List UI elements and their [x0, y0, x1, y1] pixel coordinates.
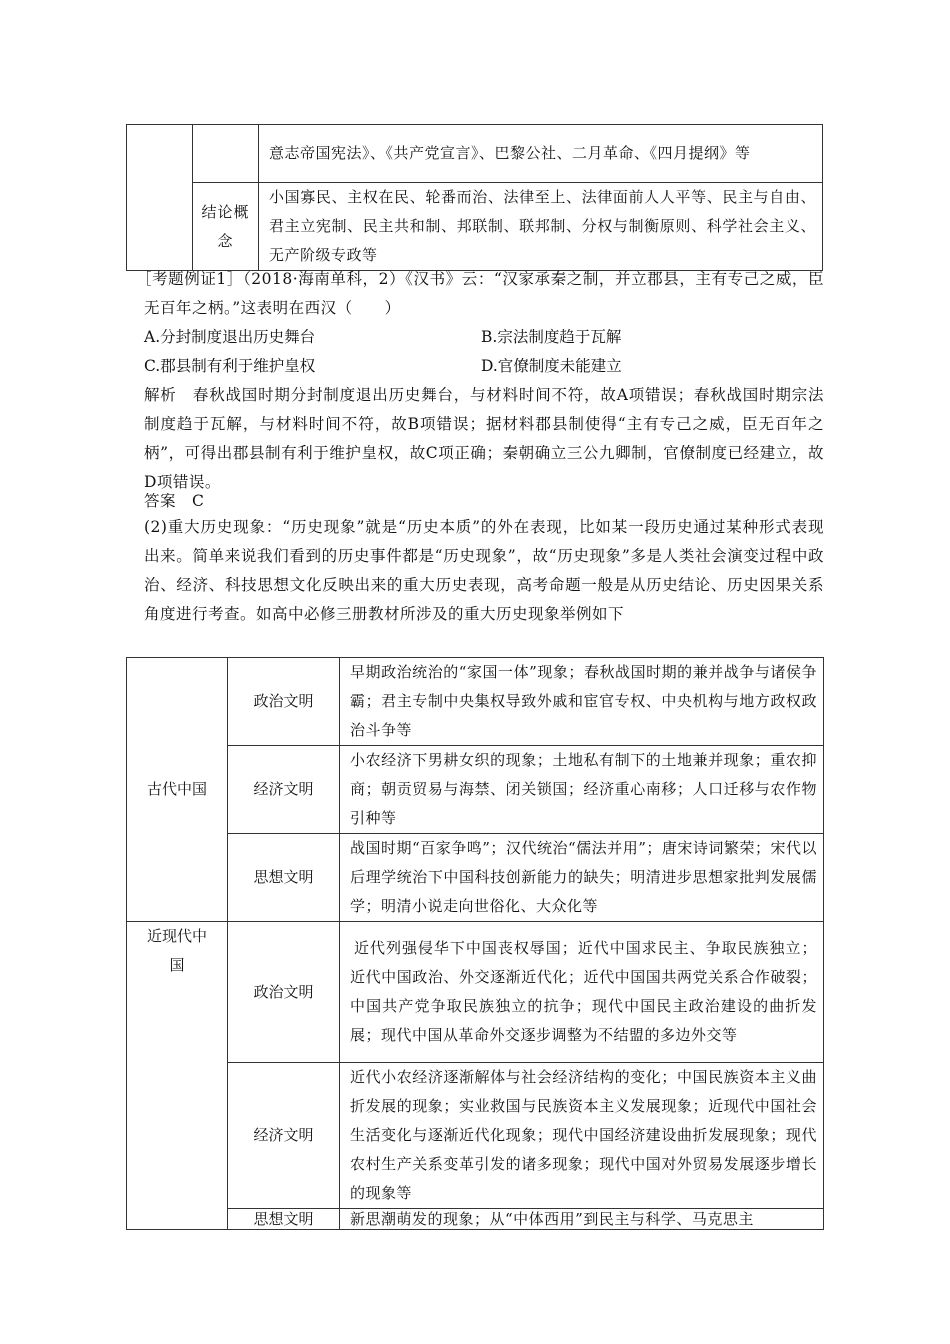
option-d: D.官僚制度未能建立: [481, 357, 622, 375]
table-cell-events: 意志帝国宪法》、《共产党宣言》、巴黎公社、二月革命、《四月提纲》等: [259, 125, 823, 183]
option-a: A.分封制度退出历史舞台: [144, 328, 316, 346]
concepts-table: [126, 124, 823, 271]
phenomena-cell: 近代列强侵华下中国丧权辱国；近代中国求民主、争取民族独立；近代中国政治、外交逐渐近代化；近代中国国共两党关系合作破裂；中国共产党争取民族独立的抗争；现代中国民主政治建设的曲折发展；现代中国从革命外交逐步调整为不结盟的多边外交等: [340, 922, 824, 1063]
category-label: 政治文明: [228, 922, 340, 1063]
answer-text: 答案 C: [144, 492, 205, 510]
table-cell-empty: [127, 125, 193, 271]
category-label: 思想文明: [228, 834, 340, 922]
question-stem: ［考题例证1］（2018·海南单科，2）《汉书》云：“汉家承秦之制，并立郡县，主有专己之威，臣无百年之柄。”这表明在西汉（ ）: [136, 270, 824, 317]
phenomena-cell: 早期政治统治的“家国一体”现象；春秋战国时期的兼并战争与诸侯争霸；君主专制中央集权导致外戚和宦官专权、中央机构与地方政权政治斗争等: [340, 658, 824, 746]
table-cell-empty: [193, 125, 259, 183]
phenomena-cell: 新思潮萌发的现象；从“中体西用”到民主与科学、马克思主: [340, 1209, 824, 1230]
category-label: 经济文明: [228, 1063, 340, 1209]
section-2: [144, 513, 824, 629]
example-question: [136, 265, 824, 323]
phenomena-cell: 近代小农经济逐渐解体与社会经济结构的变化；中国民族资本主义曲折发展的现象；实业救国与民族资本主义发展现象；近现代中国社会生活变化与逐渐近代化现象；现代中国经济建设曲折发展现象；现代农村生产关系变革引发的诸多现象；现代中国对外贸易发展逐步增长的现象等: [340, 1063, 824, 1209]
phenomena-cell: 小农经济下男耕女织的现象；土地私有制下的土地兼并现象；重农抑商；朝贡贸易与海禁、闭关锁国；经济重心南移；人口迁移与农作物引种等: [340, 746, 824, 834]
options-row-2: [144, 352, 824, 381]
table-label-conclusion-concept: 结论概念: [193, 183, 259, 271]
era-modern-china: 近现代中国: [127, 922, 228, 1230]
category-label: 经济文明: [228, 746, 340, 834]
era-ancient-china: 古代中国: [127, 658, 228, 922]
phenomena-cell: 战国时期“百家争鸣”；汉代统治“儒法并用”；唐宋诗词繁荣；宋代以后理学统治下中国科技创新能力的缺失；明清进步思想家批判发展儒学；明清小说走向世俗化、大众化等: [340, 834, 824, 922]
option-b: B.宗法制度趋于瓦解: [481, 328, 622, 346]
table-cell-concepts: 小国寡民、主权在民、轮番而治、法律至上、法律面前人人平等、民主与自由、君主立宪制、民主共和制、邦联制、联邦制、分权与制衡原则、科学社会主义、无产阶级专政等: [259, 183, 823, 271]
analysis-block: [144, 381, 824, 497]
category-label: 政治文明: [228, 658, 340, 746]
options-row-1: [144, 323, 824, 352]
analysis-text: 解析 春秋战国时期分封制度退出历史舞台，与材料时间不符，故A项错误；春秋战国时期宗法制度趋于瓦解，与材料时间不符，故B项错误；据材料郡县制使得“主有专己之威，臣无百年之柄”，可得出郡县制有利于维护皇权，故C项正确；秦朝确立三公九卿制，官僚制度已经建立，故D项错误。: [144, 386, 824, 491]
answer-block: [144, 487, 824, 516]
category-label: 思想文明: [228, 1209, 340, 1230]
section-2-text: (2)重大历史现象：“历史现象”就是“历史本质”的外在表现，比如某一段历史通过某种形式表现出来。简单来说我们看到的历史事件都是“历史现象”，故“历史现象”多是人类社会演变过程中政治、经济、科技思想文化反映出来的重大历史表现，高考命题一般是从历史结论、历史因果关系角度进行考查。如高中必修三册教材所涉及的重大历史现象举例如下: [144, 518, 824, 623]
option-c: C.郡县制有利于维护皇权: [144, 357, 316, 375]
historical-phenomena-table: [126, 657, 824, 1230]
